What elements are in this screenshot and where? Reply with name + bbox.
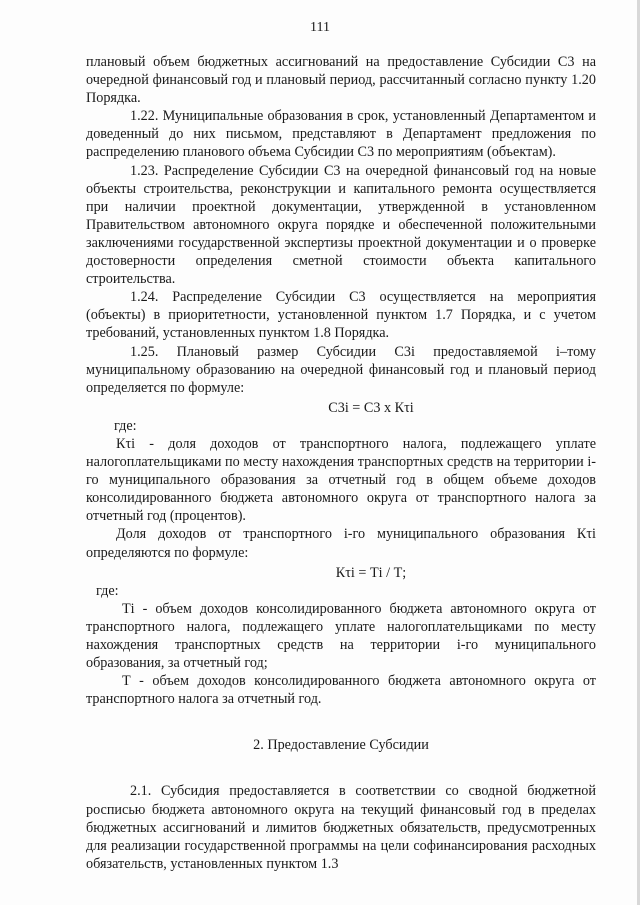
document-body — [86, 53, 596, 873]
paragraph-k-formula-intro: Доля доходов от транспортного i-го муниципального образования Кτi определяются по формуле: — [86, 526, 596, 561]
section-heading: 2. Предоставление Субсидии — [253, 737, 429, 754]
page-number: 111 — [310, 20, 330, 35]
paragraph-1-24: 1.24. Распределение Субсидии С3 осуществляется на мероприятия (объекты) в приоритетности, установленной пунктом 1.7 Порядка, и с учетом требований, установленных пунктом 1.8 Порядка. — [86, 289, 596, 342]
where-label: где: — [114, 417, 137, 434]
formula-subsidy-share: С3i = С3 х Кτi — [328, 399, 414, 416]
paragraph-1-23: 1.23. Распределение Субсидии С3 на очередной финансовый год на новые объекты строительства, реконструкции и капитального ремонта осуществляется при наличии проектной документации, утвержденной в установленном Правительством автономного округа порядке и обеспеченной положительными заключениями государственной экспертизы проектной документации и о проверке достоверности определения сметной стоимости объекта капитального строительства. — [86, 162, 596, 288]
where-label-2: где: — [96, 582, 119, 599]
paragraph-2-1: 2.1. Субсидия предоставляется в соответствии со сводной бюджетной росписью бюджета автономного округа на текущий финансовый год в пределах бюджетных ассигнований и лимитов бюджетных обязательств, предусмотренных для реализации государственной программы на цели софинансирования расходных обязательств, установленных пунктом 1.3 — [86, 783, 596, 872]
paragraph-ti-definition: Тi - объем доходов консолидированного бюджета автономного округа от транспортного налога, подлежащего уплате налогоплательщиками по месту нахождения транспортных средств на территории i-го муниципального образования, за отчетный год; — [86, 600, 596, 672]
formula-k-ratio: Кτi = Тi / Т; — [335, 564, 407, 581]
paragraph-k-definition: Кτi - доля доходов от транспортного налога, подлежащего уплате налогоплательщиками по месту нахождения транспортных средств на территории i-го муниципального образования за отчетный год в общем объеме доходов консолидированного бюджета автономного округа от транспортного налога за отчетный год (процентов). — [86, 435, 596, 525]
paragraph-subsidy-volume: плановый объем бюджетных ассигнований на предоставление Субсидии С3 на очередной финансовый год и плановый период, рассчитанный согласно пункту 1.20 Порядка. — [86, 54, 596, 107]
paragraph-1-25: 1.25. Плановый размер Субсидии С3i предоставляемой i–тому муниципальному образованию на очередной финансовый год и плановый период определяется по формуле: — [86, 343, 596, 396]
paragraph-1-22: 1.22. Муниципальные образования в срок, установленный Департаментом и доведенный до них письмом, представляют в Департамент предложения по распределению планового объема Субсидии С3 по мероприятиям (объектам). — [86, 108, 596, 161]
paragraph-t-definition: Т - объем доходов консолидированного бюджета автономного округа от транспортного налога за отчетный год. — [86, 673, 596, 708]
